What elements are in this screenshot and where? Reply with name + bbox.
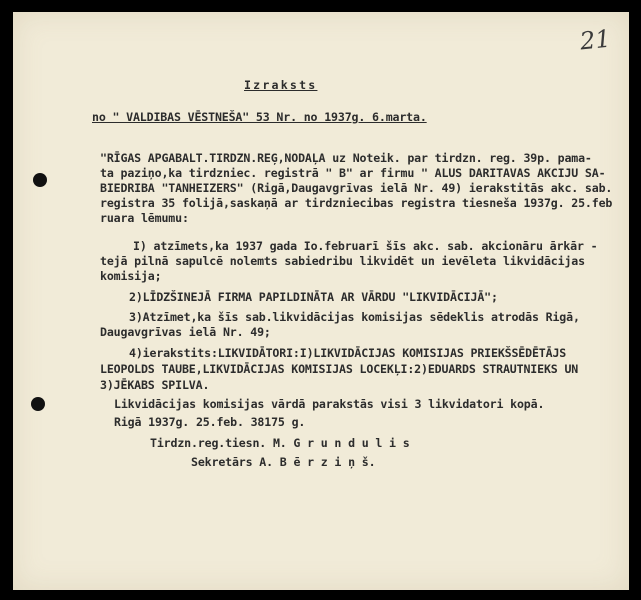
body-line: 3)Atzīmet,ka šīs sab.likvidācijas komisijas sēdeklis atrodās Rigā, <box>129 310 580 324</box>
body-line: LEOPOLDS TAUBE,LIKVIDĀCIJAS KOMISIJAS LOCEKĻI:2)EDUARDS STRAUTNIEKS UN <box>100 362 579 376</box>
body-line: tejā pilnā sapulcē nolemts sabiedribu likvidēt un ievēleta likvidācijas <box>100 254 585 268</box>
body-line: registra 35 folijā,saskaņā ar tirdzniecibas registra tiesneša 1937g. 25.feb <box>100 196 613 210</box>
body-line: ruara lēmumu: <box>100 211 189 225</box>
punch-hole <box>31 397 45 411</box>
document-subtitle: no " VALDIBAS VĒSTNEŠA" 53 Nr. no 1937g. 6.marta. <box>92 110 427 124</box>
body-line: I) atzīmets,ka 1937 gada Io.februarī šīs akc. sab. akcionāru ārkār - <box>133 239 598 253</box>
page-number: 21 <box>579 24 613 56</box>
document-page <box>13 12 629 590</box>
punch-hole <box>33 173 47 187</box>
body-line: "RĪGAS APGABALT.TIRDZN.REĢ,NODAĻA uz Noteik. par tirdzn. reg. 39p. pama- <box>100 151 592 165</box>
body-line: Daugavgrīvas ielā Nr. 49; <box>100 325 271 339</box>
body-line: BIEDRIBA "TANHEIZERS" (Rigā,Daugavgrīvas ielā Nr. 49) ierakstitās akc. sab. <box>100 181 613 195</box>
body-line: Likvidācijas komisijas vārdā parakstās visi 3 likvidatori kopā. <box>114 397 545 411</box>
body-line: 2)LĪDZŠINEJĀ FIRMA PAPILDINĀTA AR VĀRDU "LIKVIDĀCIJĀ"; <box>129 290 498 304</box>
body-line: Rigā 1937g. 25.feb. 38175 g. <box>114 415 306 429</box>
body-line: ta paziņo,ka tirdzniec. registrā " B" ar firmu " ALUS DARITAVAS AKCIJU SA- <box>100 166 606 180</box>
signature-line: Sekretārs A. B ē r z i ņ š. <box>191 455 376 469</box>
body-line: komisija; <box>100 269 162 283</box>
body-line: 4)ierakstits:LIKVIDĀTORI:I)LIKVIDĀCIJAS KOMISIJAS PRIEKŠSĒDĒTĀJS <box>129 346 567 360</box>
document-title: Izraksts <box>244 78 318 92</box>
signature-line: Tirdzn.reg.tiesn. M. G r u n d u l i s <box>150 436 410 450</box>
body-line: 3)JĒKABS SPILVA. <box>100 378 210 392</box>
